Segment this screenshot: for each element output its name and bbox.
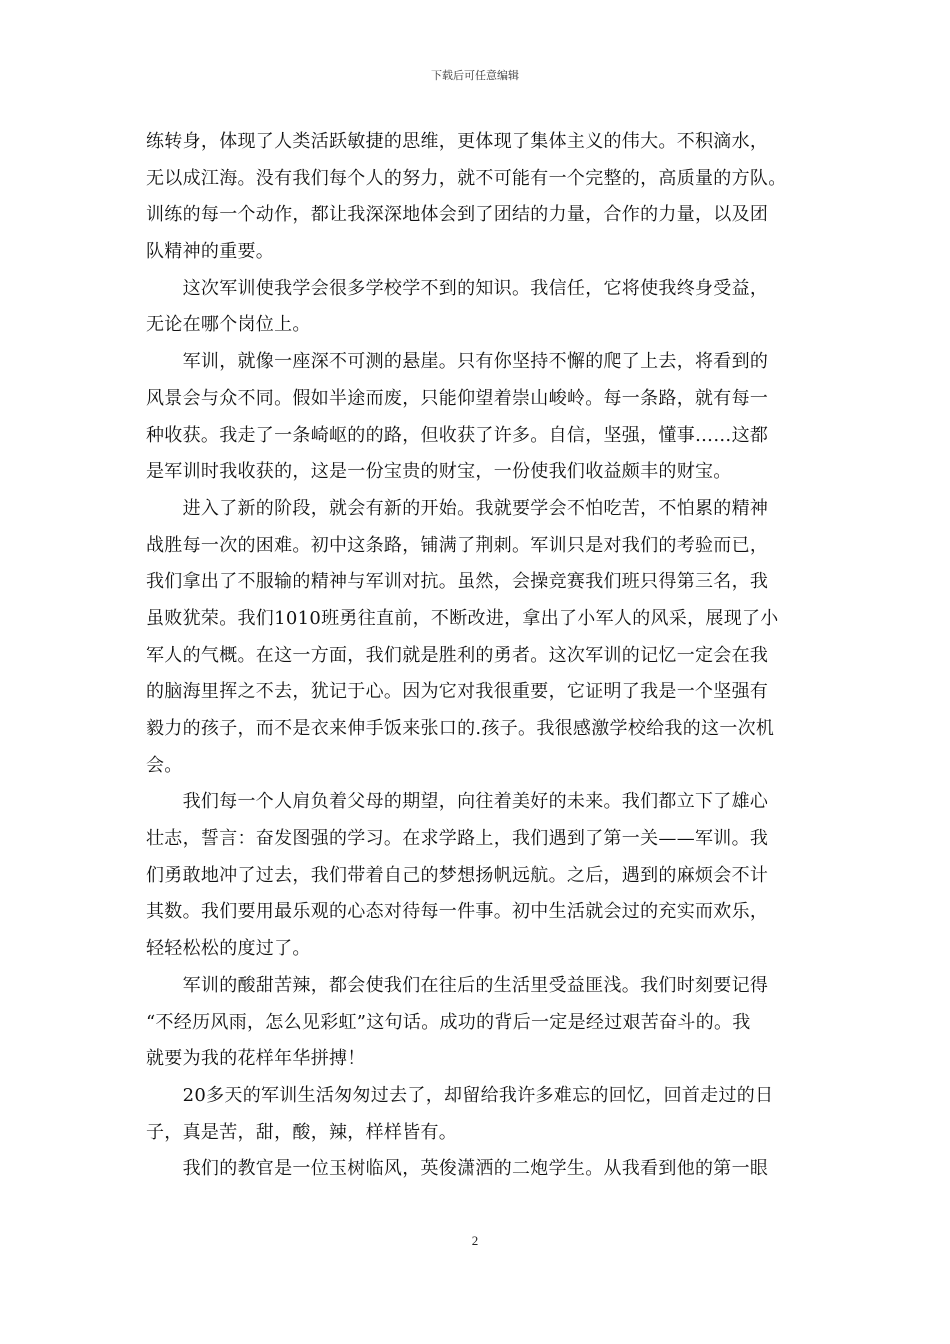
text-line: 们勇敢地冲了过去，我们带着自己的梦想扬帆远航。之后，遇到的麻烦会不计 xyxy=(146,864,769,886)
text-line: 无论在哪个岗位上。 xyxy=(146,314,311,336)
text-line: 练转身，体现了人类活跃敏捷的思维，更体现了集体主义的伟大。不积滴水， xyxy=(146,131,769,152)
text-line: 无以成江海。没有我们每个人的努力，就不可能有一个完整的，高质量的方队。 xyxy=(146,167,787,189)
text-line: 我们的教官是一位玉树临风，英俊潇洒的二炮学生。从我看到他的第一眼 xyxy=(146,1158,769,1180)
text-line: 是军训时我收获的，这是一份宝贵的财宝，一份使我们收益颇丰的财宝。 xyxy=(146,461,732,483)
text-line: “不经历风雨，怎么见彩虹”这句话。成功的背后一定是经过艰苦奋斗的。我 xyxy=(146,1011,751,1033)
text-line: 军训的酸甜苦辣，都会使我们在往后的生活里受益匪浅。我们时刻要记得 xyxy=(146,974,769,996)
text-line: 其数。我们要用最乐观的心态对待每一件事。初中生活就会过的充实而欢乐， xyxy=(146,901,769,923)
text-line: 训练的每一个动作，都让我深深地体会到了团结的力量，合作的力量，以及团 xyxy=(146,204,769,226)
text-line: 我们每一个人肩负着父母的期望，向往着美好的未来。我们都立下了雄心 xyxy=(146,791,769,813)
text-line: 20多天的军训生活匆匆过去了，却留给我许多难忘的回忆，回首走过的日 xyxy=(146,1084,774,1106)
text-line: 虽败犹荣。我们1010班勇往直前，不断改进，拿出了小军人的风采，展现了小 xyxy=(146,607,779,629)
text-line: 轻轻松松的度过了。 xyxy=(146,938,311,960)
text-line: 会。 xyxy=(146,754,183,776)
text-line: 战胜每一次的困难。初中这条路，铺满了荆刺。军训只是对我们的考验而已， xyxy=(146,534,769,556)
text-line: 我们拿出了不服输的精神与军训对抗。虽然，会操竞赛我们班只得第三名，我 xyxy=(146,571,769,593)
text-line: 的脑海里挥之不去，犹记于心。因为它对我很重要，它证明了我是一个坚强有 xyxy=(146,681,769,703)
page-number: 2 xyxy=(471,1233,479,1248)
text-line: 种收获。我走了一条崎岖的的路，但收获了许多。自信，坚强，懂事……这都 xyxy=(146,424,769,446)
text-line: 队精神的重要。 xyxy=(146,241,275,263)
page-header: 下载后可任意编辑 xyxy=(431,69,519,82)
text-line: 就要为我的花样年华拼搏！ xyxy=(146,1048,366,1070)
text-line: 子，真是苦，甜，酸，辣，样样皆有。 xyxy=(146,1121,458,1143)
text-line: 军人的气概。在这一方面，我们就是胜利的勇者。这次军训的记忆一定会在我 xyxy=(146,644,769,666)
text-line: 壮志，誓言：奋发图强的学习。在求学路上，我们遇到了第一关——军训。我 xyxy=(146,828,769,850)
body-text xyxy=(146,124,818,1188)
text-line: 毅力的孩子，而不是衣来伸手饭来张口的.孩子。我很感激学校给我的这一次机 xyxy=(146,718,775,739)
text-line: 这次军训使我学会很多学校学不到的知识。我信任，它将使我终身受益， xyxy=(146,277,769,299)
text-line: 风景会与众不同。假如半途而废，只能仰望着崇山峻岭。每一条路，就有每一 xyxy=(146,387,769,409)
text-line: 军训，就像一座深不可测的悬崖。只有你坚持不懈的爬了上去，将看到的 xyxy=(146,351,769,373)
text-line: 进入了新的阶段，就会有新的开始。我就要学会不怕吃苦，不怕累的精神 xyxy=(146,497,769,519)
